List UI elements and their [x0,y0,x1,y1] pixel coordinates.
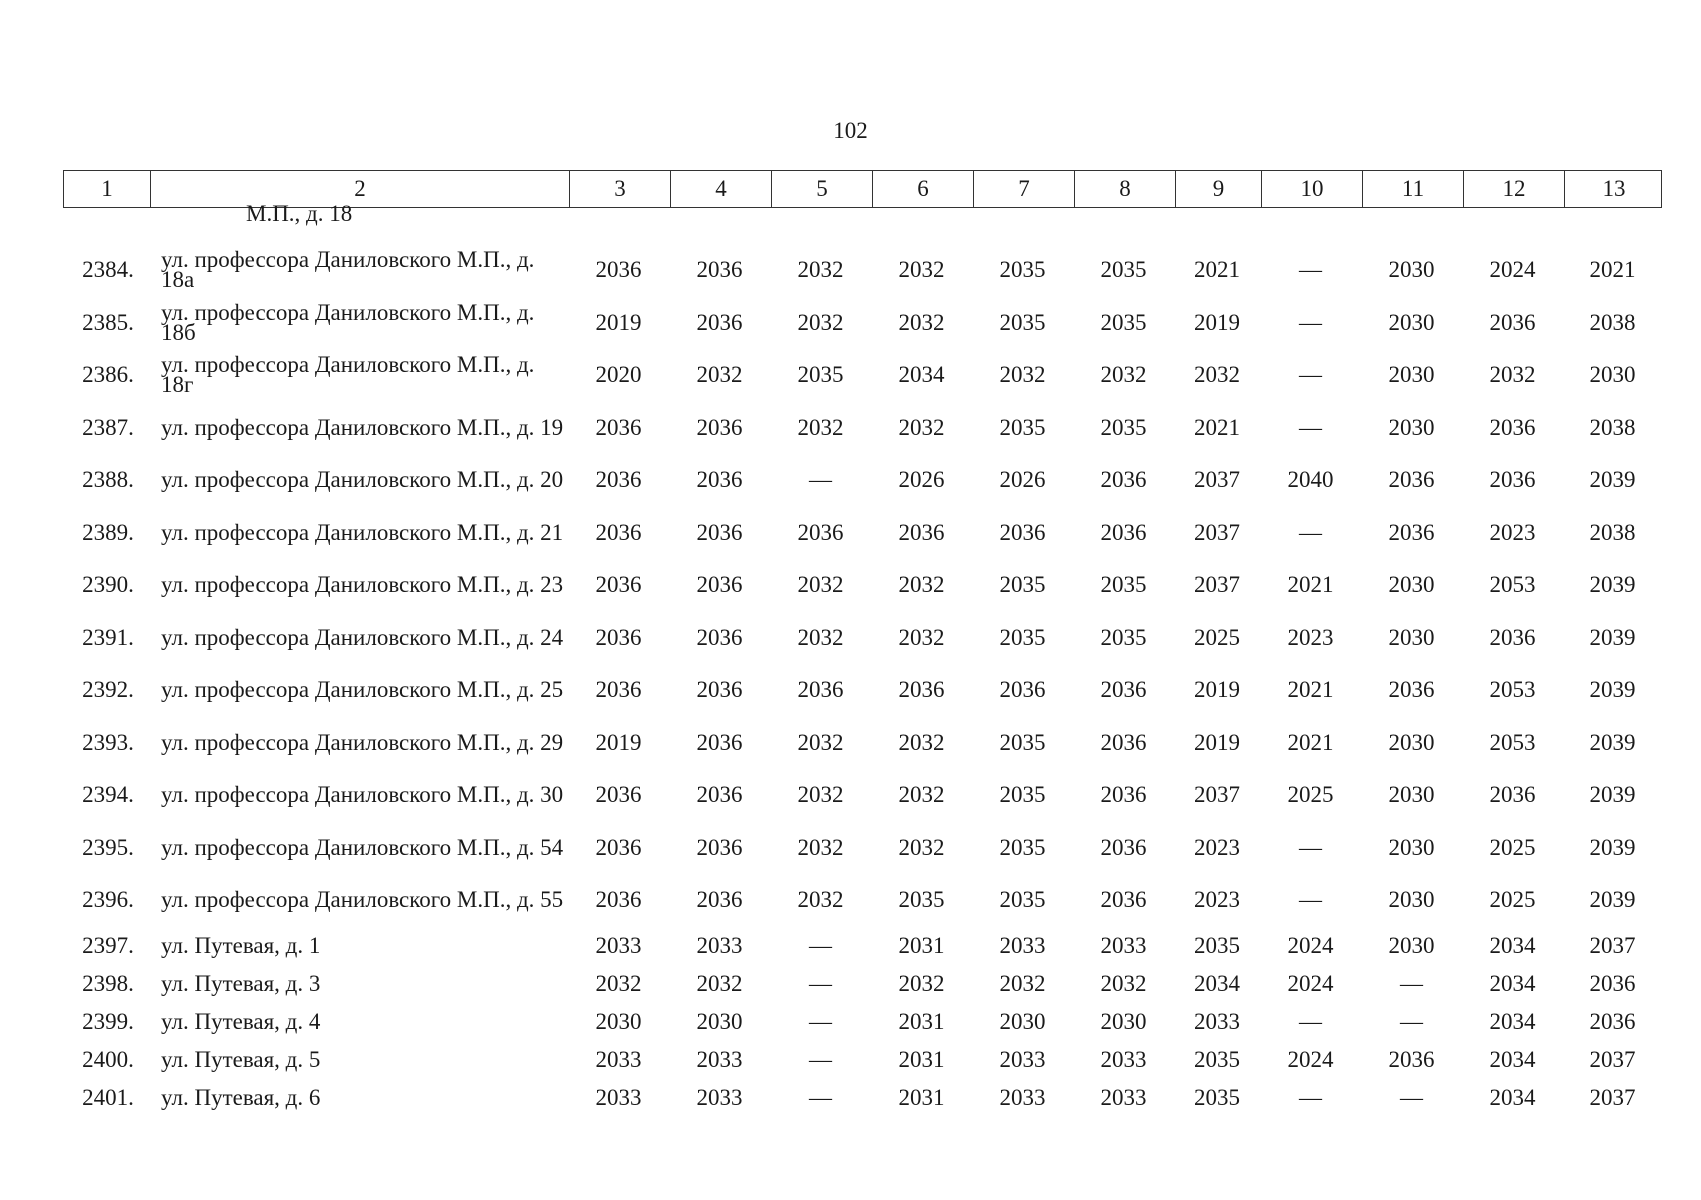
row-value-col-5: 2036 [797,677,844,703]
row-value-col-3: 2036 [595,782,642,808]
row-value-col-3: 2036 [595,414,642,440]
row-value-col-9: 2035 [1194,1046,1240,1072]
row-value-col-13: 2039 [1589,834,1636,860]
row-value-col-9: 2019 [1194,729,1240,755]
row-value-col-12: 2034 [1489,1046,1536,1072]
row-value-col-4: 2036 [696,309,743,335]
row-value-col-13: 2039 [1589,677,1636,703]
table-row [63,1003,1662,1041]
row-value-col-6: 2032 [898,624,945,650]
row-number: 2401. [82,1084,134,1110]
row-value-col-8: 2036 [1100,677,1147,703]
row-number: 2400. [82,1046,134,1072]
row-value-col-13: 2038 [1589,519,1636,545]
row-value-col-13: 2036 [1589,970,1636,996]
row-value-col-13: 2039 [1589,572,1636,598]
row-value-col-10: — [1299,887,1322,913]
row-address: ул. профессора Даниловского М.П., д. 55 [161,887,564,913]
table-row [63,1079,1662,1117]
row-address: ул. профессора Даниловского М.П., д. 24 [161,624,564,650]
row-value-col-7: 2035 [999,309,1046,335]
row-value-col-9: 2037 [1194,782,1240,808]
row-value-col-10: 2024 [1287,932,1334,958]
row-value-col-7: 2035 [999,729,1046,755]
row-value-col-12: 2024 [1489,257,1536,283]
row-value-col-3: 2036 [595,572,642,598]
row-value-col-4: 2033 [696,1046,743,1072]
row-value-col-7: 2035 [999,782,1046,808]
row-number: 2390. [82,572,134,598]
row-value-col-9: 2037 [1194,572,1240,598]
table-row [63,769,1662,822]
row-value-col-13: 2037 [1589,1046,1636,1072]
row-value-col-13: 2039 [1589,624,1636,650]
row-value-col-6: 2032 [898,309,945,335]
row-address: ул. профессора Даниловского М.П., д. 29 [161,729,564,755]
row-value-col-9: 2023 [1194,834,1240,860]
row-value-col-6: 2032 [898,834,945,860]
row-value-col-12: 2036 [1489,414,1536,440]
table-row [63,717,1662,770]
row-value-col-11: 2036 [1388,519,1435,545]
row-value-col-7: 2035 [999,257,1046,283]
row-value-col-4: 2036 [696,834,743,860]
row-value-col-8: 2036 [1100,782,1147,808]
row-value-col-13: 2036 [1589,1008,1636,1034]
row-value-col-4: 2030 [696,1008,743,1034]
row-value-col-4: 2036 [696,572,743,598]
row-value-col-11: 2030 [1388,414,1435,440]
row-value-col-9: 2037 [1194,519,1240,545]
row-number: 2387. [82,414,134,440]
row-value-col-9: 2025 [1194,624,1240,650]
row-value-col-11: 2030 [1388,309,1435,335]
row-value-col-10: 2023 [1287,624,1334,650]
row-value-col-4: 2036 [696,624,743,650]
row-value-col-9: 2032 [1194,362,1240,388]
table-row [63,874,1662,927]
row-value-col-8: 2033 [1100,932,1147,958]
row-value-col-10: — [1299,519,1322,545]
row-value-col-13: 2037 [1589,1084,1636,1110]
row-value-col-5: — [809,1046,832,1072]
row-value-col-11: 2030 [1388,729,1435,755]
row-value-col-5: 2032 [797,834,844,860]
row-value-col-11: 2030 [1388,362,1435,388]
row-value-col-12: 2034 [1489,1084,1536,1110]
row-value-col-10: 2040 [1287,467,1334,493]
column-header: 8 [1074,171,1175,207]
row-value-col-11: 2030 [1388,932,1435,958]
row-value-col-8: 2033 [1100,1046,1147,1072]
row-value-col-6: 2032 [898,970,945,996]
row-value-col-3: 2033 [595,932,642,958]
row-value-col-8: 2032 [1100,970,1147,996]
row-value-col-9: 2033 [1194,1008,1240,1034]
column-header: 3 [569,171,670,207]
column-header: 11 [1362,171,1463,207]
row-value-col-11: — [1400,1008,1423,1034]
row-value-col-13: 2021 [1589,257,1636,283]
column-header: 1 [101,176,113,201]
row-value-col-7: 2035 [999,414,1046,440]
row-address: ул. профессора Даниловского М.П., д. 18б [161,299,535,345]
row-value-col-6: 2031 [898,932,945,958]
table-row [63,559,1662,612]
row-value-col-3: 2019 [595,309,642,335]
row-value-col-4: 2036 [696,782,743,808]
row-value-col-8: 2036 [1100,729,1147,755]
row-value-col-7: 2036 [999,519,1046,545]
row-address: ул. Путевая, д. 3 [161,970,321,996]
row-value-col-11: 2030 [1388,624,1435,650]
column-header: 9 [1175,171,1261,207]
row-value-col-3: 2036 [595,519,642,545]
row-value-col-12: 2034 [1489,932,1536,958]
row-value-col-5: 2032 [797,624,844,650]
row-value-col-7: 2035 [999,624,1046,650]
row-value-col-3: 2019 [595,729,642,755]
row-value-col-6: 2036 [898,677,945,703]
row-value-col-7: 2026 [999,467,1046,493]
row-value-col-12: 2053 [1489,677,1536,703]
row-address: ул. Путевая, д. 5 [161,1046,321,1072]
row-value-col-5: — [809,467,832,493]
row-number: 2385. [82,309,134,335]
row-value-col-11: 2030 [1388,834,1435,860]
row-value-col-6: 2031 [898,1084,945,1110]
row-value-col-10: — [1299,1008,1322,1034]
row-address: ул. профессора Даниловского М.П., д. 54 [161,834,564,860]
row-number: 2393. [82,729,134,755]
table-row [63,822,1662,875]
row-value-col-10: 2025 [1287,782,1334,808]
row-value-col-7: 2035 [999,572,1046,598]
continuation-row [63,201,1662,244]
row-value-col-9: 2021 [1194,257,1240,283]
row-number: 2396. [82,887,134,913]
row-number: 2384. [82,257,134,283]
data-table [63,170,1662,1117]
row-value-col-9: 2023 [1194,887,1240,913]
table-row [63,1041,1662,1079]
row-value-col-13: 2039 [1589,887,1636,913]
row-value-col-13: 2038 [1589,414,1636,440]
row-value-col-10: 2024 [1287,1046,1334,1072]
row-value-col-4: 2036 [696,467,743,493]
row-value-col-8: 2032 [1100,362,1147,388]
row-value-col-12: 2023 [1489,519,1536,545]
row-address: ул. профессора Даниловского М.П., д. 30 [161,782,564,808]
row-address: ул. профессора Даниловского М.П., д. 18а [161,247,535,293]
row-value-col-3: 2020 [595,362,642,388]
row-value-col-7: 2036 [999,677,1046,703]
row-number: 2397. [82,932,134,958]
row-value-col-11: 2036 [1388,1046,1435,1072]
table-row [63,349,1662,402]
row-value-col-5: — [809,932,832,958]
table-row [63,297,1662,350]
row-value-col-13: 2039 [1589,729,1636,755]
row-value-col-6: 2032 [898,414,945,440]
row-number: 2398. [82,970,134,996]
column-header: 10 [1261,171,1362,207]
row-value-col-10: 2024 [1287,970,1334,996]
table-row [63,965,1662,1003]
row-value-col-5: 2032 [797,729,844,755]
row-value-col-3: 2033 [595,1084,642,1110]
row-number: 2391. [82,624,134,650]
row-value-col-6: 2035 [898,887,945,913]
row-value-col-10: 2021 [1287,677,1334,703]
row-value-col-6: 2032 [898,572,945,598]
table-body [63,244,1662,1117]
row-value-col-9: 2034 [1194,970,1240,996]
row-value-col-3: 2036 [595,887,642,913]
column-header: 5 [771,171,872,207]
row-value-col-13: 2039 [1589,467,1636,493]
row-value-col-13: 2039 [1589,782,1636,808]
continuation-address: М.П., д. 18 [246,201,353,226]
table-row [63,612,1662,665]
row-value-col-8: 2036 [1100,887,1147,913]
row-value-col-12: 2034 [1489,970,1536,996]
row-number: 2395. [82,834,134,860]
row-number: 2394. [82,782,134,808]
row-value-col-3: 2030 [595,1008,642,1034]
row-value-col-6: 2026 [898,467,945,493]
row-value-col-8: 2033 [1100,1084,1147,1110]
row-value-col-12: 2025 [1489,887,1536,913]
row-value-col-3: 2036 [595,624,642,650]
row-value-col-10: — [1299,834,1322,860]
row-value-col-12: 2025 [1489,834,1536,860]
row-value-col-8: 2030 [1100,1008,1147,1034]
row-value-col-12: 2034 [1489,1008,1536,1034]
row-value-col-8: 2035 [1100,257,1147,283]
row-value-col-8: 2035 [1100,572,1147,598]
row-value-col-8: 2035 [1100,624,1147,650]
row-value-col-12: 2032 [1489,362,1536,388]
row-number: 2386. [82,362,134,388]
row-value-col-8: 2036 [1100,519,1147,545]
row-value-col-6: 2032 [898,729,945,755]
row-value-col-5: 2032 [797,309,844,335]
row-value-col-6: 2034 [898,362,945,388]
row-value-col-12: 2053 [1489,572,1536,598]
table-row [63,402,1662,455]
row-value-col-5: 2032 [797,572,844,598]
row-value-col-9: 2035 [1194,1084,1240,1110]
row-value-col-7: 2035 [999,887,1046,913]
row-value-col-13: 2037 [1589,932,1636,958]
row-value-col-7: 2030 [999,1008,1046,1034]
row-value-col-3: 2036 [595,257,642,283]
row-value-col-5: 2032 [797,887,844,913]
row-number: 2389. [82,519,134,545]
row-value-col-11: 2030 [1388,782,1435,808]
column-header: 2 [150,171,569,207]
row-value-col-7: 2032 [999,362,1046,388]
row-value-col-9: 2019 [1194,309,1240,335]
row-value-col-10: — [1299,414,1322,440]
column-header: 7 [973,171,1074,207]
row-value-col-3: 2032 [595,970,642,996]
column-header: 6 [872,171,973,207]
table-row [63,927,1662,965]
row-address: ул. профессора Даниловского М.П., д. 21 [161,519,564,545]
table-row [63,664,1662,717]
row-value-col-5: 2032 [797,782,844,808]
row-value-col-5: 2032 [797,257,844,283]
row-number: 2392. [82,677,134,703]
column-header: 4 [670,171,771,207]
row-value-col-3: 2036 [595,677,642,703]
row-value-col-4: 2036 [696,519,743,545]
row-value-col-11: — [1400,970,1423,996]
row-value-col-10: — [1299,257,1322,283]
row-value-col-5: — [809,1084,832,1110]
row-value-col-8: 2036 [1100,467,1147,493]
row-address: ул. профессора Даниловского М.П., д. 20 [161,467,564,493]
row-value-col-5: 2036 [797,519,844,545]
table-row [63,244,1662,297]
row-value-col-3: 2036 [595,834,642,860]
row-number: 2388. [82,467,134,493]
row-address: ул. профессора Даниловского М.П., д. 25 [161,677,564,703]
row-value-col-4: 2033 [696,1084,743,1110]
row-value-col-4: 2032 [696,362,743,388]
row-value-col-9: 2021 [1194,414,1240,440]
row-value-col-9: 2019 [1194,677,1240,703]
row-address: ул. Путевая, д. 1 [161,932,321,958]
row-value-col-11: 2036 [1388,677,1435,703]
row-value-col-10: 2021 [1287,572,1334,598]
row-value-col-5: 2032 [797,414,844,440]
row-value-col-10: — [1299,362,1322,388]
row-value-col-11: 2030 [1388,887,1435,913]
row-value-col-13: 2030 [1589,362,1636,388]
row-value-col-7: 2035 [999,834,1046,860]
row-value-col-11: 2030 [1388,572,1435,598]
row-value-col-7: 2032 [999,970,1046,996]
row-address: ул. профессора Даниловского М.П., д. 18г [161,352,535,398]
row-value-col-4: 2036 [696,677,743,703]
row-value-col-8: 2035 [1100,309,1147,335]
row-value-col-7: 2033 [999,932,1046,958]
row-value-col-8: 2036 [1100,834,1147,860]
row-address: ул. профессора Даниловского М.П., д. 19 [161,414,564,440]
row-value-col-12: 2036 [1489,624,1536,650]
row-value-col-13: 2038 [1589,309,1636,335]
row-address: ул. профессора Даниловского М.П., д. 23 [161,572,564,598]
page-number: 102 [833,118,868,143]
row-value-col-5: — [809,1008,832,1034]
row-value-col-7: 2033 [999,1046,1046,1072]
row-value-col-4: 2036 [696,729,743,755]
row-value-col-7: 2033 [999,1084,1046,1110]
table-row [63,454,1662,507]
row-value-col-11: — [1400,1084,1423,1110]
row-value-col-9: 2035 [1194,932,1240,958]
row-value-col-8: 2035 [1100,414,1147,440]
row-value-col-10: — [1299,309,1322,335]
row-value-col-4: 2036 [696,257,743,283]
table-row [63,507,1662,560]
row-value-col-6: 2031 [898,1046,945,1072]
row-value-col-5: — [809,970,832,996]
row-value-col-4: 2032 [696,970,743,996]
row-value-col-6: 2031 [898,1008,945,1034]
row-value-col-3: 2033 [595,1046,642,1072]
row-value-col-4: 2036 [696,887,743,913]
row-value-col-3: 2036 [595,467,642,493]
column-header: 13 [1564,171,1663,207]
row-value-col-12: 2036 [1489,782,1536,808]
row-value-col-10: — [1299,1084,1322,1110]
row-value-col-4: 2036 [696,414,743,440]
row-value-col-6: 2032 [898,782,945,808]
row-value-col-11: 2036 [1388,467,1435,493]
row-value-col-5: 2035 [797,362,844,388]
row-value-col-9: 2037 [1194,467,1240,493]
row-value-col-12: 2053 [1489,729,1536,755]
row-value-col-11: 2030 [1388,257,1435,283]
row-address: ул. Путевая, д. 6 [161,1084,321,1110]
row-value-col-6: 2036 [898,519,945,545]
row-value-col-12: 2036 [1489,309,1536,335]
row-value-col-6: 2032 [898,257,945,283]
row-value-col-4: 2033 [696,932,743,958]
row-number: 2399. [82,1008,134,1034]
row-value-col-12: 2036 [1489,467,1536,493]
row-address: ул. Путевая, д. 4 [161,1008,321,1034]
row-value-col-10: 2021 [1287,729,1334,755]
column-header: 12 [1463,171,1564,207]
